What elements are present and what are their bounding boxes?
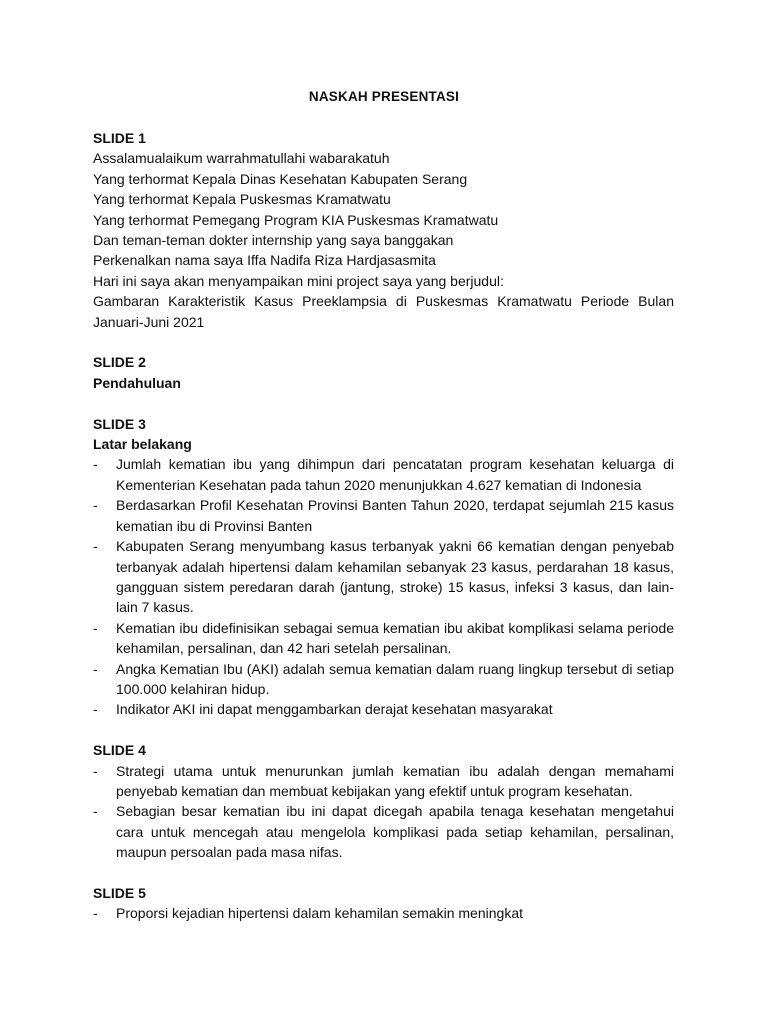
bullet-marker: - [93, 660, 98, 677]
list-item-text: Kematian ibu didefinisikan sebagai semua kematian ibu akibat komplikasi selama periode kehamilan, persalinan, dan 42 hari setelah persalinan. [116, 619, 674, 657]
slide-5-bullet-list [93, 903, 674, 923]
slide-3-section [93, 414, 674, 720]
bullet-marker: - [93, 456, 98, 473]
list-item [93, 495, 674, 536]
slide-2-section [93, 352, 674, 393]
list-item-text: Kabupaten Serang menyumbang kasus terbanyak yakni 66 kematian dengan penyebab terbanyak adalah hipertensi dalam kehamilan sebanyak 23 kasus, perdarahan 18 kasus, gangguan sistem peredaran darah (jantung, stroke) 15 kasus, infeksi 3 kasus, dan lain-lain 7 kasus. [116, 538, 674, 616]
list-item-text: Sebagian besar kematian ibu ini dapat dicegah apabila tenaga kesehatan mengetahui cara untuk mencegah atau mengelola komplikasi pada setiap kehamilan, persalinan, maupun persoalan pada masa nifas. [116, 803, 674, 861]
document-title: NASKAH PRESENTASI [308, 89, 460, 104]
bullet-marker: - [93, 905, 98, 922]
slide-1-line: Yang terhormat Kepala Dinas Kesehatan Kabupaten Serang [93, 170, 468, 187]
bullet-marker: - [93, 619, 98, 636]
slide-1-line: Dan teman-teman dokter internship yang saya banggakan [93, 232, 454, 249]
bullet-marker: - [93, 497, 98, 514]
document-body [93, 128, 674, 924]
list-item [93, 536, 674, 618]
list-item-text: Strategi utama untuk menurunkan jumlah kematian ibu adalah dengan memahami penyebab kematian dan membuat kebijakan yang efektif untuk program kesehatan. [116, 762, 674, 799]
bullet-marker: - [93, 762, 98, 779]
slide-5-heading: SLIDE 5 [93, 884, 146, 901]
bullet-marker: - [93, 803, 98, 820]
slide-4-bullet-list [93, 761, 674, 863]
slide-1-line: Yang terhormat Kepala Puskesmas Kramatwatu [93, 191, 391, 208]
list-item-text: Jumlah kematian ibu yang dihimpun dari pencatatan program kesehatan keluarga di Kementerian Kesehatan pada tahun 2020 menunjukkan 4.627 kematian di Indonesia [116, 456, 674, 493]
slide-4-heading: SLIDE 4 [93, 742, 146, 759]
slide-2-subheading: Pendahuluan [93, 374, 181, 391]
list-item [93, 454, 674, 495]
bullet-marker: - [93, 538, 98, 555]
slide-3-heading: SLIDE 3 [93, 415, 146, 432]
list-item-text: Angka Kematian Ibu (AKI) adalah semua kematian dalam ruang lingkup tersebut di setiap 100.000 kelahiran hidup. [116, 660, 674, 697]
slide-4-section [93, 740, 674, 862]
list-item [93, 761, 674, 802]
slide-5-section [93, 883, 674, 924]
slide-1-line: Assalamualaikum warrahmatullahi wabarakatuh [93, 150, 390, 167]
bullet-marker: - [93, 701, 98, 718]
list-item [93, 801, 674, 862]
slide-1-presentation-title: Gambaran Karakteristik Kasus Preeklampsia di Puskesmas Kramatwatu Periode Bulan Januari-Juni 2021 [93, 293, 674, 330]
list-item-text: Indikator AKI ini dapat menggambarkan derajat kesehatan masyarakat [116, 701, 553, 718]
list-item [93, 903, 674, 923]
slide-1-section [93, 128, 674, 332]
slide-1-heading: SLIDE 1 [93, 130, 146, 146]
slide-3-bullet-list [93, 454, 674, 719]
list-item-text: Proporsi kejadian hipertensi dalam kehamilan semakin meningkat [116, 905, 523, 922]
slide-2-heading: SLIDE 2 [93, 354, 146, 371]
list-item [93, 699, 674, 719]
list-item [93, 618, 674, 659]
slide-3-subheading: Latar belakang [93, 436, 192, 453]
list-item-text: Berdasarkan Profil Kesehatan Provinsi Banten Tahun 2020, terdapat sejumlah 215 kasus kematian ibu di Provinsi Banten [116, 497, 674, 534]
list-item [93, 659, 674, 700]
slide-1-line: Hari ini saya akan menyampaikan mini project saya yang berjudul: [93, 272, 504, 289]
slide-1-line: Perkenalkan nama saya Iffa Nadifa Riza Hardjasasmita [93, 252, 436, 269]
slide-1-line: Yang terhormat Pemegang Program KIA Puskesmas Kramatwatu [93, 211, 499, 228]
